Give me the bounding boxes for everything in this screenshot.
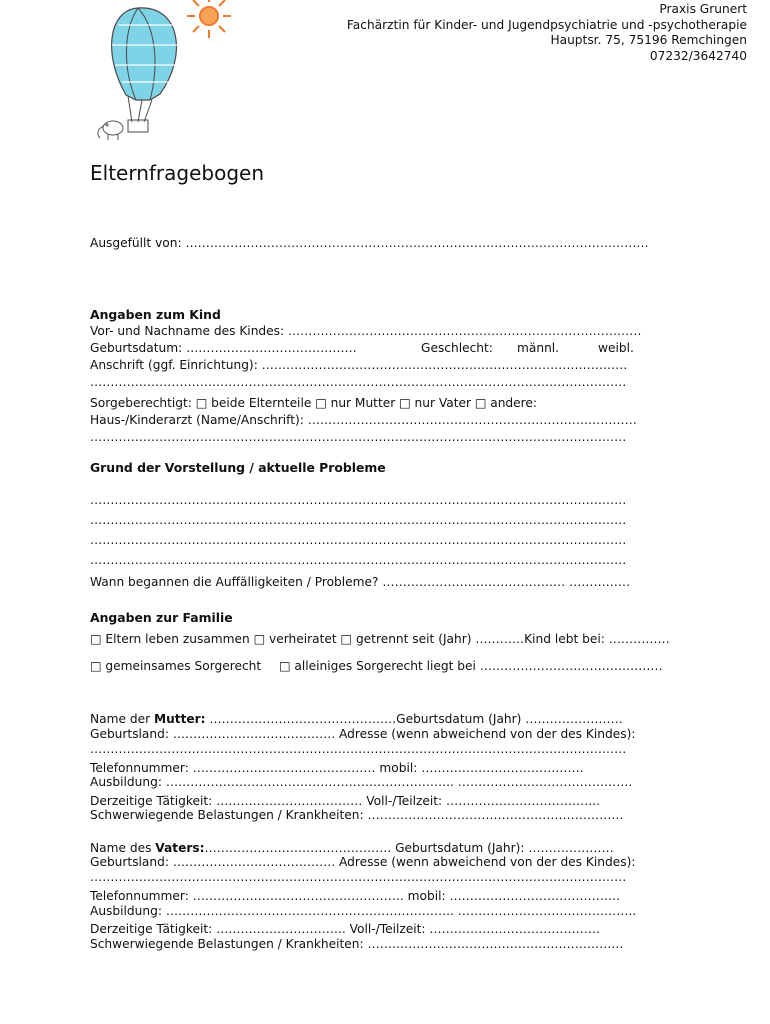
parents-status-options[interactable]: □ Eltern leben zusammen □ verheiratet □ getrennt seit (Jahr) …………Kind lebt bei: ……………	[90, 632, 670, 646]
father-burden-field[interactable]: Schwerwiegende Belastungen / Krankheiten: ………………………………………………………	[90, 937, 624, 951]
mother-label: Mutter:	[153, 712, 206, 726]
mother-name-field[interactable]	[90, 712, 623, 727]
father-address-field[interactable]: ……………………………………………………………………………………………………………………	[90, 870, 627, 884]
mother-name-prefix: Name der	[90, 712, 154, 726]
reason-line-4[interactable]: ……………………………………………………………………………………………………………………	[90, 553, 627, 567]
mother-phone-field[interactable]: Telefonnummer: ……………………………………… mobil: ………………………………….	[90, 761, 584, 775]
page-title: Elternfragebogen	[90, 161, 265, 185]
elephant-drawing	[98, 121, 123, 140]
practice-phone: 07232/3642740	[649, 48, 747, 63]
gender-label: Geschlecht:	[421, 341, 493, 355]
child-birthdate-field[interactable]: Geburtsdatum: ……………………………………	[90, 341, 357, 355]
father-education-field[interactable]: Ausbildung: …………………………………………………………….. ……………………………………..	[90, 904, 637, 918]
mother-country-field[interactable]: Geburtsland: …………………………………. Adresse (wenn abweichend von der des Kindes):	[90, 727, 636, 741]
reason-line-1[interactable]: ……………………………………………………………………………………………………………………	[90, 493, 627, 507]
father-label: Vaters:	[155, 841, 205, 855]
reason-line-2[interactable]: ……………………………………………………………………………………………………………………	[90, 513, 627, 527]
sun-drawing	[187, 0, 231, 38]
gender-female-option[interactable]: weibl.	[598, 341, 634, 355]
child-section-heading: Angaben zum Kind	[90, 307, 221, 322]
filled-by-field[interactable]: Ausgefüllt von: ……………………………………………………………………………………………………	[90, 236, 649, 250]
child-address-field-continued[interactable]: ……………………………………………………………………………………………………………………	[90, 375, 627, 389]
mother-address-field[interactable]: ……………………………………………………………………………………………………………………	[90, 742, 627, 756]
practice-name: Praxis Grunert	[659, 2, 747, 16]
reason-section-heading: Grund der Vorstellung / aktuelle Probleme	[90, 460, 386, 475]
mother-education-field[interactable]: Ausbildung: …………………………………………………………….. …………………………………….	[90, 775, 633, 789]
father-name-field[interactable]	[90, 841, 614, 856]
doctor-field-continued[interactable]: ……………………………………………………………………………………………………………………	[90, 430, 627, 444]
child-address-field[interactable]: Anschrift (ggf. Einrichtung): ………………………………………………………………………………	[90, 358, 628, 372]
child-name-field[interactable]: Vor- und Nachname des Kindes: ……………………………………………………………………………	[90, 324, 642, 338]
sole-custody-option[interactable]: □ alleiniges Sorgerecht liegt bei ………………………………………	[279, 659, 663, 673]
family-section-heading: Angaben zur Familie	[90, 610, 233, 625]
practice-address: Hauptsr. 75, 75196 Remchingen	[550, 33, 747, 47]
practice-specialty: Fachärztin für Kinder- und Jugendpsychiatrie und -psychotherapie	[346, 17, 747, 32]
joint-custody-option[interactable]: □ gemeinsames Sorgerecht	[90, 659, 262, 673]
gender-male-option[interactable]: männl.	[517, 341, 560, 355]
problems-since-field[interactable]: Wann begannen die Auffälligkeiten / Probleme? ……………………………………… ……………	[90, 575, 631, 589]
father-phone-field[interactable]: Telefonnummer: ……………………………………………. mobil: ……………………………………	[90, 889, 621, 903]
father-name-rest: ………………………………………. Geburtsdatum (Jahr): …………………	[204, 841, 614, 855]
balloon-drawing	[112, 8, 180, 132]
mother-job-field[interactable]: Derzeitige Tätigkeit: ……………………………… Voll-/Teilzeit: ………………………………..	[90, 794, 601, 808]
balloon-logo-image	[88, 0, 248, 150]
father-country-field[interactable]: Geburtsland: …………………………………. Adresse (wenn abweichend von der des Kindes):	[90, 855, 636, 869]
mother-burden-field[interactable]: Schwerwiegende Belastungen / Krankheiten: ………………………………………………………	[90, 808, 624, 822]
mother-name-rest: ……………………………………….Geburtsdatum (Jahr) ……………………	[205, 712, 623, 726]
father-name-prefix: Name des	[90, 841, 156, 855]
reason-line-3[interactable]: ……………………………………………………………………………………………………………………	[90, 533, 627, 547]
father-job-field[interactable]: Derzeitige Tätigkeit: ………………………….. Voll-/Teilzeit: ……………………………………	[90, 922, 601, 936]
custody-options[interactable]: Sorgeberechtigt: □ beide Elternteile □ nur Mutter □ nur Vater □ andere:	[90, 396, 538, 410]
doctor-field[interactable]: Haus-/Kinderarzt (Name/Anschrift): ………………………………………………………………………	[90, 413, 637, 427]
